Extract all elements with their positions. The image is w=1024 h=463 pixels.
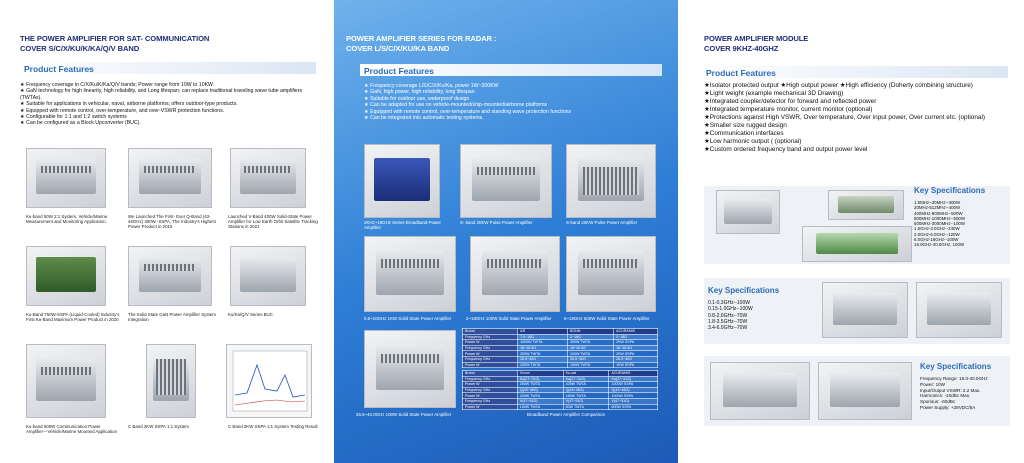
product-photo [566,236,656,312]
module-photo [710,362,810,420]
table-cell: 2KW SSPA [614,340,658,346]
table-cell: 60W TWTA [563,404,609,410]
feature-item: ★ Configurable for 1:1 and 1:2 switch systems [20,114,127,121]
photo-caption: 2~18GHz 100W Solid State Power Amplifier [466,316,552,321]
table-cell: Ka(27~31G) [517,376,563,382]
table-cell: V(47~51G) [609,398,658,404]
feature-item: ★Integrated coupler/detector for forward and reflected power [704,98,877,105]
module-photo [716,190,780,234]
spec-item: 0.15-1.0GHz--100W [708,306,753,313]
feature-list [20,82,316,127]
spec-item: 1.5GHz-3.0GHz--240W [914,226,960,232]
features-heading: Product Features [706,68,776,78]
spec-item: 400MHz-800MHz--500W [914,210,963,216]
product-photo [26,246,106,306]
table-cell: Power W [463,404,518,410]
feature-list [364,83,664,121]
photo-caption: C Band 2KW SSPA 1:1 System [128,424,189,429]
table-cell: 26.5~40G [614,356,658,362]
table-cell: Power W [463,351,518,357]
features-heading: Product Features [364,66,434,76]
photo-caption: We Launched The First- Ever Q-Band (43-46GHz) 300W -SSPA, The Industry's Highest Power Product in 2016 [128,214,216,230]
spec-list-1 [914,200,965,248]
spec-item: Harmonics: -10dBc Max. [920,393,971,399]
table-cell: 200W TWTA [517,393,563,399]
photo-caption: 6~18GHz 500W Solid State Power Amplifier [564,316,650,321]
photo-caption: Ku-band 50W 2:1 System, Vehicle/Marine Measurement and Monitoring Application. [26,214,108,225]
feature-item: ★Custom ordered frequency band and output power level [704,146,868,153]
table-cell: 2~18G [614,334,658,340]
spec-item: 0.8-2.0GHz--70W [708,312,748,319]
table-row [463,404,658,410]
table-cell: Frequency GHz [463,398,518,404]
spec-item: Spurious: -60dBc [920,399,956,405]
photo-caption: The Solid State GaN Power Amplifier System Integration [128,312,216,323]
feature-item: ★ Frequency coverage L/S/C/X/Ku/Ka, power 1W~200KW [364,83,499,89]
module-photo [802,226,912,262]
product-photo [230,246,306,306]
feature-item: ★ Suitable for outdoor use, waterproof design [364,95,470,102]
spec-item: 800MHz-1000MHz--500W [914,215,965,221]
feature-item: ★Light weight (example mechanical 3D Drawing) [704,90,844,97]
table-cell: 18~26.5G [567,345,613,351]
product-photo [364,144,440,218]
table-cell: V(47~51G) [563,398,609,404]
table-cell: Power W [463,393,518,399]
table-cell: 100W TWTA [567,351,613,357]
table-cell: Brand [463,329,518,335]
feature-item: ★Isolator protected output ★High output power ★High efficiency (Doherty combining structure) [704,82,973,89]
table-cell: 2~18G [567,334,613,340]
table-cell: Ka(27~31G) [609,376,658,382]
photo-caption: 26.5~40.0GHz 100W Solid State Power Amplifier [356,412,452,417]
product-photo [470,236,560,312]
key-specs-heading: Key Specifications [914,186,986,195]
spec-item: 20MHz-512MHz--400W [914,205,961,211]
photo-caption: Ku-band 600W Communication Power Amplifier---Vehicle/Marine Mounted Application [26,424,118,435]
table-cell: 1000W TWTA [518,340,568,346]
product-photo [364,330,456,408]
spec-item: 6.0GHz-18GHz--100W [914,237,959,243]
table-cell: 300W TWTA [567,340,613,346]
module-photo [916,282,1002,338]
feature-item: ★ Frequency coverage in C/X/Ku/K/Ka/Q/V bands; Power range from 10W to 10KW. [20,82,215,88]
table-cell: ACURAMIS [609,371,658,377]
table-cell: Frequency GHz [463,356,518,362]
sat-com-panel [0,0,334,463]
feature-item: ★ Equipped with remote control, over-temperature, and over-VSWR protection functions. [20,107,225,114]
table-cell: 250W TWTA [517,382,563,388]
table-cell: 1000W SSPA [609,382,658,388]
table-cell: Frequency GHz [463,376,518,382]
spec-item: Input/Output VSWR: 2.2 Max. [920,387,981,393]
product-photo [364,236,456,312]
table-cell: Brand [463,371,518,377]
feature-item: ★ Suitable for applications in vehicular, naval, airborne platforms; offers outdoor-type products. [20,101,238,108]
table-cell: BONN [567,329,613,335]
product-photo [26,148,106,208]
table-cell: Power W [463,382,518,388]
product-photo [460,144,552,218]
spec-item: 1.8-3.5GHz--70W [708,318,748,325]
feature-item: ★ GaN, high power, high reliability, long lifespan [364,89,475,96]
table-cell: 2KW SSPA [614,351,658,357]
table-cell: Q(43~46G) [563,387,609,393]
table-cell: ACURAMIS [614,329,658,335]
product-photo [566,144,656,218]
table-cell: 100W TWTA [517,404,563,410]
photo-caption: Broadband Power Amplifier Comparison [526,412,606,417]
photo-caption: 0.5~10GHz 1KW Solid State Power Amplifier [364,316,452,321]
table-cell: Ku-sat [563,371,609,377]
table-cell: 200W TWTA [518,362,568,368]
photo-caption: S- band 20KW Pulse Power Amplifier [460,220,533,225]
result-graph-icon [227,345,312,418]
table-cell: 26.5~40G [518,356,568,362]
table-cell: 150W TWTA [567,362,613,368]
table-cell: 150W TWTA [563,393,609,399]
comparison-table-1 [462,328,658,368]
spec-item: 500MHz-3000MHz--100W [914,221,965,227]
title-line: COVER L/S/C/X/KU/KA BAND [346,44,450,53]
module-photo [828,190,904,220]
table-cell: Frequency GHz [463,345,518,351]
table-cell: Frequency GHz [463,387,518,393]
table-cell: AR [518,329,568,335]
product-photo [128,246,212,306]
feature-list [704,82,1010,154]
panel-title [704,34,808,54]
title-line: THE POWER AMPLIFIER FOR SAT- COMMUNICATION [20,34,210,43]
table-cell: 7.5~18G [518,334,568,340]
feature-item: ★ Equipped with remote control, over-temperature and standing wave protection functions [364,108,572,115]
test-result-plot [226,344,312,418]
spec-item: Frequency Range: 18.0-40.0GHz [920,376,988,381]
table-cell: 18~26.5G [614,345,658,351]
spec-item: 0.1-0.3GHz--100W [708,300,750,306]
title-line: COVER 9KHZ-40GHZ [704,44,779,53]
feature-item: ★ GaN technology for high linearity, high reliability, and Long lifespan; can replace traditional traveling wave tube amplifiers (TWTAs). [20,88,303,101]
product-photo [128,148,212,208]
feature-item: ★ Can be configured as a Block Upconverter (BUC). [20,120,141,127]
table-cell: Q(43~46G) [517,387,563,393]
feature-item: ★Low harmonic output ( (optional) [704,138,802,145]
module-photo [822,282,908,338]
spec-item: Power: 10W [920,381,946,387]
spec-item: 18.0GHz-40.0GHz, 100W [914,242,965,248]
table-cell: 600W SSPA [609,404,658,410]
photo-caption: C Band 2KW SSPA 1:1 System Testing Result [228,424,318,429]
feature-item: ★Smaller size rugged design [704,122,787,129]
feature-item: ★ Can be integrated into automatic testing systems. [364,115,484,122]
spec-item: Power Supply: +28VDC/5A [920,404,976,410]
spec-item: 3.4-6.0GHz--70W [708,325,748,332]
table-cell: Power W [463,362,518,368]
table-cell: Power W [463,340,518,346]
feature-item: ★Communication interfaces [704,130,784,137]
features-heading: Product Features [24,64,94,74]
table-cell: 18~26.5G [518,345,568,351]
table-cell: Frequency GHz [463,334,518,340]
module-photo [818,362,912,420]
key-specs-heading: Key Specifications [920,362,992,371]
table-cell: Xicom [517,371,563,377]
title-line: COVER S/C/X/KU/K/KA/Q/V BAND [20,44,140,53]
spec-item: 2.0GHz-6.0GHz--120W [914,231,960,237]
product-photo [230,148,306,208]
table-cell: 26.5~40G [567,356,613,362]
table-cell: Q(43~46G) [609,387,658,393]
key-specs-heading: Key Specifications [708,286,780,295]
photo-caption: Ku-Band 750W-SSPA (Liquid-Cooled) Industry's First Ka-Band Maximum Power Product in 2020 [26,312,120,323]
product-photo [26,344,106,418]
table-cell: 425W TWTA [563,382,609,388]
spec-item: 1.5MHz~30MHz--400W [914,200,960,205]
feature-item: ★ Can be adapted for use on vehicle-mounted/ship-mounted/airborne platforms [364,102,548,109]
photo-caption: S-band 20KW Pulse Power Amplifier [566,220,638,225]
module-panel [678,0,1024,463]
radar-panel [334,0,678,463]
table-cell: Ka(27~31G) [563,376,609,382]
title-line: POWER AMPLIFIER SERIES FOR RADAR : [346,34,497,43]
photo-caption: Ku/Ka/Q/V Series BUC [228,312,273,317]
feature-item: ★Integrated temperature monitor, current monitor (optional) [704,106,873,113]
table-cell: 200W TWTA [518,351,568,357]
comparison-table-2 [462,370,658,410]
table-cell: 1KW SSPA [614,362,658,368]
feature-item: ★Protections against High VSWR, Over temperature, Over input power, Over current etc. (optional) [704,114,985,121]
spec-list-3 [920,376,988,411]
title-line: POWER AMPLIFIER MODULE [704,34,809,43]
panel-title [346,34,496,54]
spec-list-2 [708,300,753,331]
table-cell: V(47~51G) [517,398,563,404]
panel-title [20,34,209,54]
product-photo [146,344,196,418]
photo-caption: 2KHz~18GHz Series Broadband Power Amplifier [364,220,441,231]
table-cell: 1000W SSPA [609,393,658,399]
table-row [463,362,658,368]
photo-caption: Launched V-Band 400W Solid-State Power Amplifier for Low Earth Orbit Satellite Tracking Stations in 2021 [228,214,318,230]
